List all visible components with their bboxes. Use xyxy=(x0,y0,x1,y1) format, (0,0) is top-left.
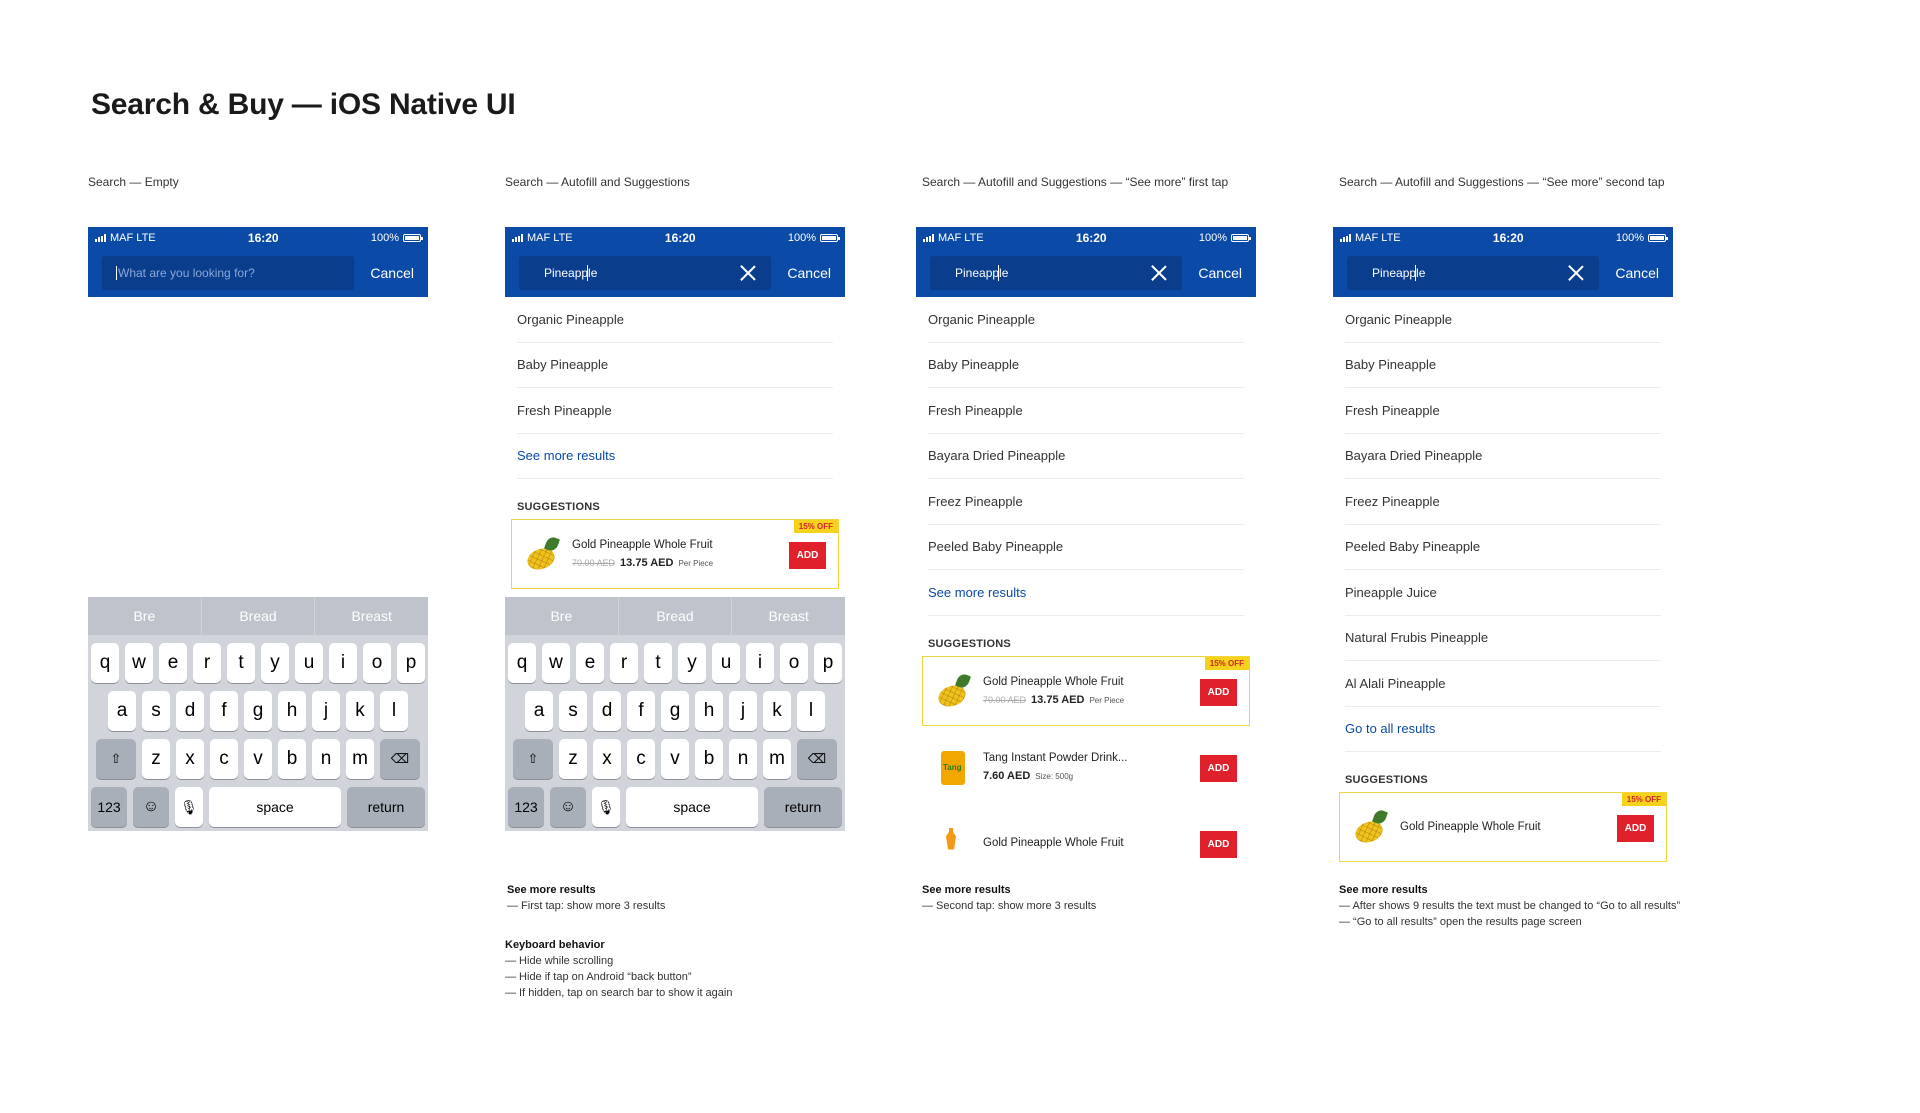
product-name: Gold Pineapple Whole Fruit xyxy=(572,539,713,551)
letter-key[interactable]: z xyxy=(142,739,170,779)
autofill-result-item[interactable]: Bayara Dried Pineapple xyxy=(1345,434,1661,480)
return-key[interactable]: return xyxy=(347,787,425,827)
letter-key[interactable]: w xyxy=(542,643,570,683)
battery-icon xyxy=(403,234,421,242)
letter-key[interactable]: s xyxy=(142,691,170,731)
pineapple-image xyxy=(1350,808,1388,846)
letter-key[interactable]: m xyxy=(763,739,791,779)
status-time: 16:20 xyxy=(247,231,279,245)
letter-key[interactable]: i xyxy=(746,643,774,683)
signal-icon xyxy=(95,234,106,242)
autofill-result-item[interactable]: Fresh Pineapple xyxy=(517,388,833,434)
letter-key[interactable]: r xyxy=(610,643,638,683)
letter-key[interactable]: y xyxy=(261,643,289,683)
autofill-list xyxy=(505,297,845,589)
nav-bar xyxy=(505,227,845,297)
autofill-result-item[interactable]: Peeled Baby Pineapple xyxy=(1345,525,1661,571)
clear-icon[interactable] xyxy=(1151,265,1167,281)
product-name: Gold Pineapple Whole Fruit xyxy=(983,836,1124,849)
note-line: — After shows 9 results the text must be changed to “Go to all results” xyxy=(1339,900,1681,912)
nav-bar xyxy=(916,227,1256,297)
page-title: Search & Buy — iOS Native UI xyxy=(91,88,516,121)
discount-badge: 15% OFF xyxy=(794,520,838,533)
add-button[interactable]: ADD xyxy=(1200,679,1237,706)
prediction-item[interactable]: Bread xyxy=(202,597,316,635)
screen-label-empty: Search — Empty xyxy=(88,175,179,189)
add-button[interactable]: ADD xyxy=(1200,755,1237,782)
letter-key[interactable]: e xyxy=(576,643,604,683)
letter-key[interactable]: b xyxy=(278,739,306,779)
letter-key[interactable]: t xyxy=(227,643,255,683)
autofill-result-item[interactable]: Al Alali Pineapple xyxy=(1345,661,1661,707)
note-line: — Hide if tap on Android “back button” xyxy=(505,971,692,983)
screen-label-autofill: Search — Autofill and Suggestions xyxy=(505,175,690,189)
note-keyboard-behavior xyxy=(505,937,732,1001)
see-more-results-link[interactable]: See more results xyxy=(517,434,833,480)
letter-key[interactable]: n xyxy=(729,739,757,779)
carrier: MAF LTE xyxy=(527,232,573,244)
letter-key[interactable]: v xyxy=(244,739,272,779)
cancel-button[interactable]: Cancel xyxy=(1615,265,1665,281)
price: 7.60 AED xyxy=(983,769,1031,782)
battery-icon xyxy=(820,234,838,242)
text-caret xyxy=(1415,265,1416,281)
search-box[interactable] xyxy=(1347,256,1599,290)
letter-key[interactable]: e xyxy=(159,643,187,683)
nav-bar xyxy=(88,227,428,297)
note-title: See more results xyxy=(922,884,1011,896)
discount-badge: 15% OFF xyxy=(1205,657,1249,670)
autofill-result-item[interactable]: Baby Pineapple xyxy=(517,343,833,389)
cancel-button[interactable]: Cancel xyxy=(1198,265,1248,281)
letter-key[interactable]: h xyxy=(695,691,723,731)
add-button[interactable]: ADD xyxy=(789,542,826,569)
search-input[interactable] xyxy=(116,266,316,280)
autofill-result-item[interactable]: Fresh Pineapple xyxy=(928,388,1244,434)
note-line: — If hidden, tap on search bar to show it again xyxy=(505,987,733,999)
letter-key[interactable]: g xyxy=(244,691,272,731)
old-price: 70.00 AED xyxy=(983,694,1027,705)
letter-key[interactable]: j xyxy=(729,691,757,731)
prediction-item[interactable]: Bread xyxy=(619,597,733,635)
mic-icon[interactable]: 🎙 xyxy=(592,787,620,827)
letter-key[interactable]: t xyxy=(644,643,672,683)
search-box[interactable] xyxy=(519,256,771,290)
letter-key[interactable]: p xyxy=(814,643,842,683)
letter-key[interactable]: u xyxy=(712,643,740,683)
letter-key[interactable]: z xyxy=(559,739,587,779)
letter-key[interactable]: f xyxy=(210,691,238,731)
unit: Per Piece xyxy=(678,559,714,568)
note-title: See more results xyxy=(507,884,596,896)
letter-key[interactable]: k xyxy=(763,691,791,731)
product-card[interactable] xyxy=(511,519,839,589)
status-time: 16:20 xyxy=(1492,231,1524,245)
add-button[interactable]: ADD xyxy=(1200,831,1237,858)
space-key[interactable]: space xyxy=(209,787,341,827)
prediction-bar xyxy=(505,597,845,635)
shift-key[interactable]: ⇧ xyxy=(513,739,553,779)
emoji-key[interactable]: ☺ xyxy=(133,787,169,827)
carrier: MAF LTE xyxy=(110,232,156,244)
signal-icon xyxy=(512,234,523,242)
autofill-result-item[interactable]: Baby Pineapple xyxy=(928,343,1244,389)
autofill-result-item[interactable]: Fresh Pineapple xyxy=(1345,388,1661,434)
emoji-key[interactable]: ☺ xyxy=(550,787,586,827)
letter-key[interactable]: x xyxy=(593,739,621,779)
battery-icon xyxy=(1231,234,1249,242)
phone-screen-second-tap xyxy=(1333,227,1673,834)
battery-icon xyxy=(1648,234,1666,242)
carrier: MAF LTE xyxy=(938,232,984,244)
clear-icon[interactable] xyxy=(740,265,756,281)
prediction-item[interactable]: Bre xyxy=(88,597,202,635)
suggestions-title: SUGGESTIONS xyxy=(1345,774,1428,786)
search-box[interactable] xyxy=(930,256,1182,290)
status-bar xyxy=(916,227,1256,249)
screen-label-second-tap: Search — Autofill and Suggestions — “See more” second tap xyxy=(1339,175,1665,189)
letter-key[interactable]: a xyxy=(108,691,136,731)
note-first-tap xyxy=(507,882,665,914)
autofill-list xyxy=(1333,297,1673,862)
letter-key[interactable]: q xyxy=(508,643,536,683)
search-input[interactable] xyxy=(1361,266,1561,280)
keyboard xyxy=(505,597,845,831)
letter-key[interactable]: q xyxy=(91,643,119,683)
letter-key[interactable]: u xyxy=(295,643,323,683)
letter-key[interactable]: d xyxy=(593,691,621,731)
note-title: See more results xyxy=(1339,884,1428,896)
numbers-key[interactable]: 123 xyxy=(508,787,544,827)
tang-image xyxy=(933,748,971,786)
cancel-button[interactable]: Cancel xyxy=(787,265,837,281)
letter-key[interactable]: n xyxy=(312,739,340,779)
letter-key[interactable]: l xyxy=(797,691,825,731)
product-card[interactable] xyxy=(922,656,1250,726)
letter-key[interactable]: r xyxy=(193,643,221,683)
note-line: — Hide while scrolling xyxy=(505,955,614,967)
status-bar xyxy=(505,227,845,249)
price: 13.75 AED xyxy=(620,557,674,569)
letter-key[interactable]: x xyxy=(176,739,204,779)
autofill-result-item[interactable]: Organic Pineapple xyxy=(1345,297,1661,343)
suggestions-title: SUGGESTIONS xyxy=(517,501,600,513)
prediction-item[interactable]: Breast xyxy=(768,608,809,624)
backspace-key[interactable]: ⌫ xyxy=(797,739,837,779)
phone-screen-empty xyxy=(88,227,428,831)
phone-screen-first-tap xyxy=(916,227,1256,850)
letter-key[interactable]: k xyxy=(346,691,374,731)
screen-label-first-tap: Search — Autofill and Suggestions — “See more” first tap xyxy=(922,175,1229,189)
autofill-list xyxy=(916,297,1256,878)
product-card[interactable] xyxy=(922,808,1250,878)
battery-percent: 100% xyxy=(787,232,816,244)
letter-key[interactable]: g xyxy=(661,691,689,731)
text-caret xyxy=(998,265,999,281)
letter-key[interactable]: s xyxy=(559,691,587,731)
juice-image xyxy=(933,824,971,862)
product-card[interactable] xyxy=(922,732,1250,802)
go-to-all-results-link[interactable]: Go to all results xyxy=(1345,707,1661,753)
battery-percent: 100% xyxy=(1615,232,1644,244)
letter-key[interactable]: o xyxy=(363,643,391,683)
autofill-result-item[interactable]: Organic Pineapple xyxy=(928,297,1244,343)
letter-key[interactable]: o xyxy=(780,643,808,683)
letter-key[interactable]: j xyxy=(312,691,340,731)
autofill-result-item[interactable]: Natural Frubis Pineapple xyxy=(1345,616,1661,662)
note-go-to-all xyxy=(1339,882,1680,930)
backspace-key[interactable]: ⌫ xyxy=(380,739,420,779)
note-line: — “Go to all results” open the results page screen xyxy=(1339,916,1582,928)
autofill-result-item[interactable]: Organic Pineapple xyxy=(517,297,833,343)
battery-percent: 100% xyxy=(370,232,399,244)
unit: Per Piece xyxy=(1089,695,1125,705)
letter-key[interactable]: c xyxy=(627,739,655,779)
letter-key[interactable]: w xyxy=(125,643,153,683)
letter-key[interactable]: h xyxy=(278,691,306,731)
numbers-key[interactable]: 123 xyxy=(91,787,127,827)
autofill-result-item[interactable]: Freez Pineapple xyxy=(1345,479,1661,525)
pineapple-image xyxy=(522,535,560,573)
prediction-item[interactable]: Bre xyxy=(505,597,619,635)
clear-icon[interactable] xyxy=(1568,265,1584,281)
see-more-results-link[interactable]: See more results xyxy=(928,570,1244,616)
note-title: Keyboard behavior xyxy=(505,939,605,951)
space-key[interactable]: space xyxy=(626,787,758,827)
autofill-result-item[interactable]: Pineapple Juice xyxy=(1345,570,1661,616)
product-name: Tang Instant Powder Drink... xyxy=(983,751,1128,764)
status-time: 16:20 xyxy=(664,231,696,245)
letter-key[interactable]: y xyxy=(678,643,706,683)
product-card[interactable] xyxy=(1339,792,1667,862)
status-time: 16:20 xyxy=(1075,231,1107,245)
letter-key[interactable]: b xyxy=(695,739,723,779)
carrier: MAF LTE xyxy=(1355,232,1401,244)
note-line: — First tap: show more 3 results xyxy=(507,900,666,912)
keyboard xyxy=(88,597,428,831)
letter-key[interactable]: m xyxy=(346,739,374,779)
product-name: Gold Pineapple Whole Fruit xyxy=(1400,821,1541,833)
autofill-result-item[interactable]: Baby Pineapple xyxy=(1345,343,1661,389)
autofill-result-item[interactable]: Freez Pineapple xyxy=(928,479,1244,525)
nav-bar xyxy=(1333,227,1673,297)
letter-key[interactable]: l xyxy=(380,691,408,731)
letter-key[interactable]: a xyxy=(525,691,553,731)
letter-key[interactable]: i xyxy=(329,643,357,683)
discount-badge: 15% OFF xyxy=(1622,793,1666,806)
price: 13.75 AED xyxy=(1031,693,1085,706)
battery-percent: 100% xyxy=(1198,232,1227,244)
mic-icon[interactable]: 🎙 xyxy=(175,787,203,827)
prediction-item[interactable]: Breast xyxy=(351,608,392,624)
search-box[interactable] xyxy=(102,256,354,290)
return-key[interactable]: return xyxy=(764,787,842,827)
prediction-bar xyxy=(88,597,428,635)
text-caret xyxy=(587,265,588,281)
pineapple-image xyxy=(933,672,971,710)
letter-key[interactable]: d xyxy=(176,691,204,731)
suggestions-title: SUGGESTIONS xyxy=(928,637,1011,650)
old-price: 70.00 AED xyxy=(572,558,616,568)
note-line: — Second tap: show more 3 results xyxy=(922,900,1097,912)
phone-screen-autofill xyxy=(505,227,845,831)
signal-icon xyxy=(923,234,934,242)
product-name: Gold Pineapple Whole Fruit xyxy=(983,675,1124,688)
add-button[interactable]: ADD xyxy=(1617,815,1654,842)
status-bar xyxy=(1333,227,1673,249)
autofill-result-item[interactable]: Peeled Baby Pineapple xyxy=(928,525,1244,571)
search-input[interactable] xyxy=(944,266,1144,280)
status-bar xyxy=(88,227,428,249)
shift-key[interactable]: ⇧ xyxy=(96,739,136,779)
unit: Size: 500g xyxy=(1035,771,1074,781)
cancel-button[interactable]: Cancel xyxy=(370,265,420,281)
note-second-tap xyxy=(922,882,1096,914)
letter-key[interactable]: v xyxy=(661,739,689,779)
letter-key[interactable]: c xyxy=(210,739,238,779)
letter-key[interactable]: f xyxy=(627,691,655,731)
autofill-result-item[interactable]: Bayara Dried Pineapple xyxy=(928,434,1244,480)
letter-key[interactable]: p xyxy=(397,643,425,683)
search-input[interactable] xyxy=(533,266,733,280)
signal-icon xyxy=(1340,234,1351,242)
